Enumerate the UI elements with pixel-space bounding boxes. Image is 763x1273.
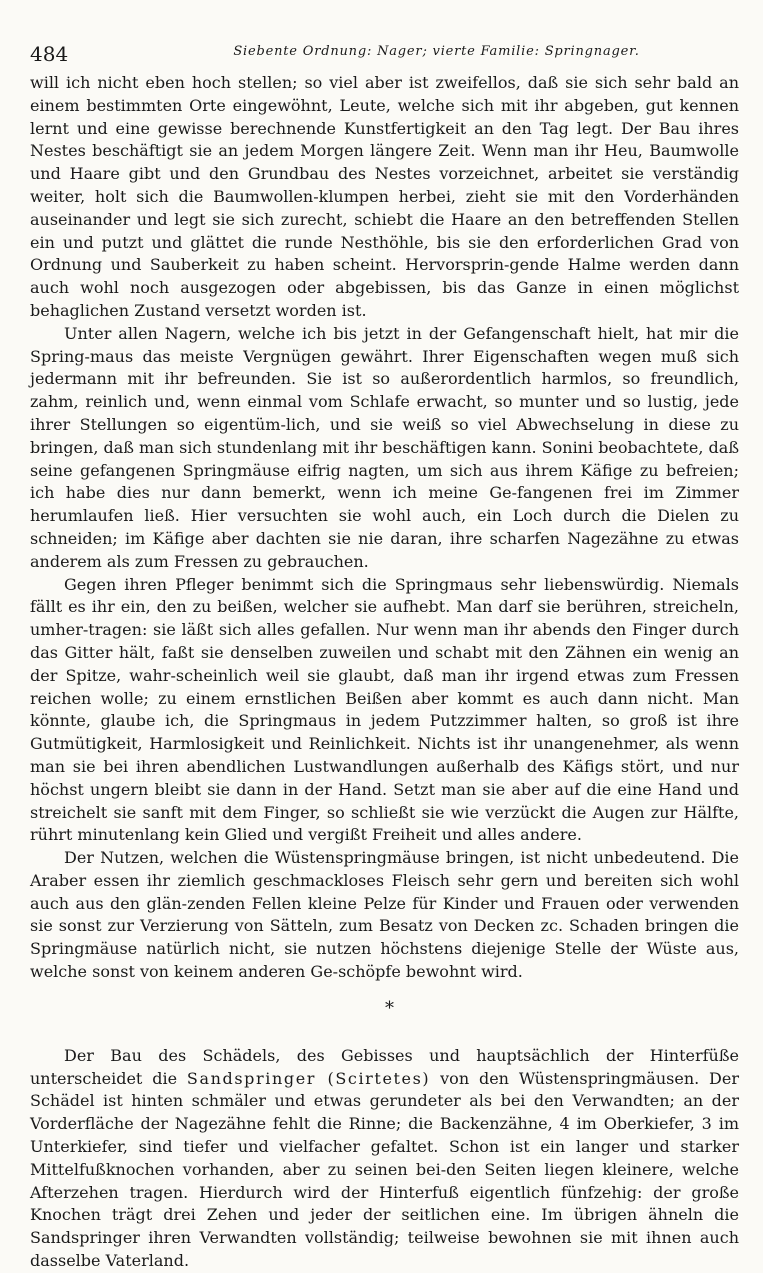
paragraph-intro: Der Bau des Schädels, des Gebisses und hauptsächlich der Hinterfüße unterscheidet die xyxy=(30,1045,739,1088)
paragraph xyxy=(30,1045,739,1273)
genus-name: Sandspringer (Scirtetes) xyxy=(186,1068,431,1088)
body-text xyxy=(30,72,739,1273)
paragraph: will ich nicht eben hoch stellen; so viel aber ist zweifellos, daß sie sich sehr bald an einem bestimmten Orte eingewöhnt, Leute, welche sich mit ihr abgeben, gut kennen lernt und eine gewisse berechnende Kunstfertigkeit an den Tag legt. Der Bau ihres Nestes beschäftigt sie an jedem Morgen längere Zeit. Wenn man ihr Heu, Baumwolle und Haare gibt und den Grundbau des Nestes vorzeichnet, arbeitet sie verständig weiter, holt sich die Baumwollen-klumpen herbei, zieht sie mit den Vorderhänden auseinander und legt sie sich zurecht, schiebt die Haare an den betreffenden Stellen ein und putzt und glättet die runde Nesthöhle, bis sie den erforderlichen Grad von Ordnung und Sauberkeit zu haben scheint. Hervorsprin-gende Halme werden dann auch wohl noch ausgezogen oder abgebissen, bis das Ganze in einen möglichst behaglichen Zustand versetzt worden ist. xyxy=(30,73,739,320)
paragraph: Unter allen Nagern, welche ich bis jetzt in der Gefangenschaft hielt, hat mir die Spring-maus das meiste Vergnügen gewährt. Ihrer Eigenschaften wegen muß sich jedermann mit ihr befreunden. Sie ist so außerordentlich harmlos, so freundlich, zahm, reinlich und, wenn einmal vom Schlafe erwacht, so munter und so lustig, jede ihrer Stellungen so eigentüm-lich, und sie weiß so viel Abwechselung in diese zu bringen, daß man sich stundenlang mit ihr beschäftigen kann. Sonini beobachtete, daß seine gefangenen Springmäuse eifrig nagten, um sich aus ihrem Käfige zu befreien; ich habe dies nur dann bemerkt, wenn ich meine Ge-fangenen frei im Zimmer herumlaufen ließ. Hier versuchten sie wohl auch, ein Loch durch die Dielen zu schneiden; im Käfige aber dachten sie nie daran, ihre scharfen Nagezähne zu etwas anderem als zum Fressen zu gebrauchen. xyxy=(30,323,740,571)
page-number: 484 xyxy=(30,42,69,66)
running-head: Siebente Ordnung: Nager; vierte Familie: Springnager. xyxy=(233,44,640,59)
paragraph: Der Nutzen, welchen die Wüstenspringmäuse bringen, ist nicht unbedeutend. Die Araber essen ihr ziemlich geschmackloses Fleisch sehr gern und bereiten sich wohl auch aus den glän-zenden Fellen kleine Pelze für Kinder und Frauen oder verwenden sie sonst zur Verzierung von Sätteln, zum Besatz von Decken zc. Schaden bringen die Springmäuse natürlich nicht, sie nutzen höchstens diejenige Stelle der Wüste aus, welche sonst von keinem anderen Ge-schöpfe bewohnt wird. xyxy=(30,848,739,982)
page-header xyxy=(30,38,733,68)
section-separator: * xyxy=(385,997,394,1019)
paragraph: Gegen ihren Pfleger benimmt sich die Springmaus sehr liebenswürdig. Niemals fällt es ihr ein, den zu beißen, welcher sie aufhebt. Man darf sie berühren, streicheln, umher-tragen: sie läßt sich alles gefallen. Nur wenn man ihr abends den Finger durch das Gitter hält, faßt sie denselben zuweilen und schabt mit den Zähnen ein wenig an der Spitze, wahr-scheinlich weil sie glaubt, daß man ihr irgend etwas zum Fressen reichen wolle; zu einem ernstlichen Beißen aber kommt es auch dann nicht. Man könnte, glaube ich, die Springmaus in jedem Putzzimmer halten, so groß ist ihre Gutmütigkeit, Harmlosigkeit und Reinlichkeit. Nichts ist ihr unangenehmer, als wenn man sie bei ihren abendlichen Lustwandlungen außerhalb des Käfigs stört, und nur höchst ungern bleibt sie dann in der Hand. Setzt man sie aber auf die eine Hand und streichelt sie sanft mit dem Finger, so schließt sie wie verzückt die Augen zur Hälfte, rührt minutenlang kein Glied und vergißt Freiheit und alles andere. xyxy=(30,574,739,845)
paragraph-rest: von den Wüstenspringmäusen. Der Schädel ist hinten schmäler und etwas gerundeter als bei den Verwandten; an der Vorderfläche der Nagezähne fehlt die Rinne; die Backenzähne, 4 im Oberkiefer, 3 im Unterkiefer, sind tiefer und vielfacher gefaltet. Schon ist ein langer und starker Mittelfußknochen vorhanden, aber zu seinen bei-den Seiten liegen kleinere, welche Afterzehen tragen. Hierdurch wird der Hinterfuß eigentlich fünfzehig: der große Knochen trägt drei Zehen und jeder der seitlichen eine. Im übrigen ähneln die Sandspringer ihren Verwandten vollständig; teilweise bewohnen sie mit ihnen auch dasselbe Vaterland. xyxy=(30,1068,739,1271)
